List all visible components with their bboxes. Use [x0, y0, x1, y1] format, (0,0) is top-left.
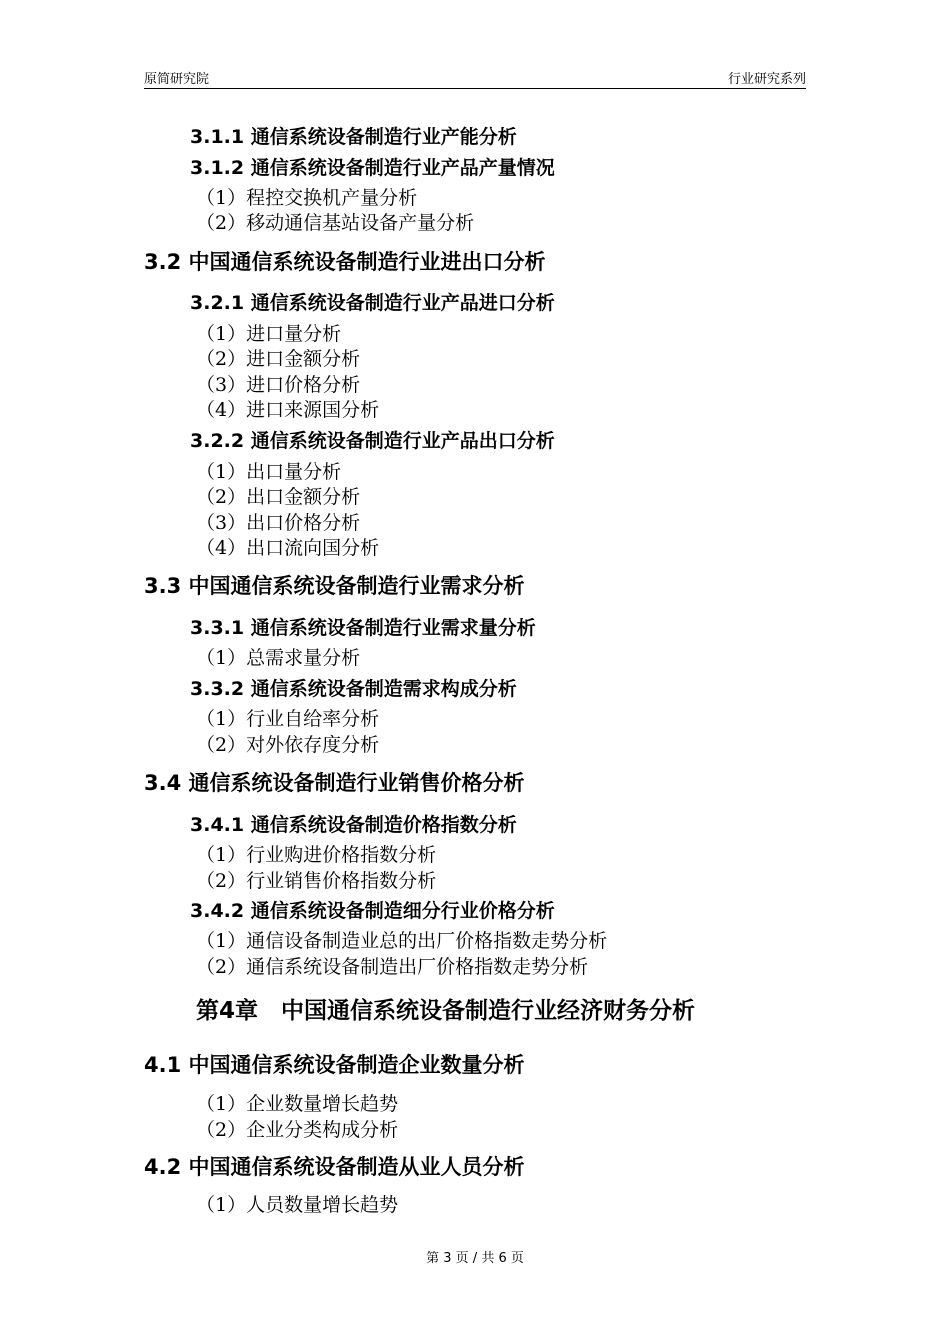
toc-section: 3.4 通信系统设备制造行业销售价格分析 — [144, 771, 525, 795]
toc-item: （2）出口金额分析 — [196, 486, 361, 508]
toc-subsection: 3.3.2 通信系统设备制造需求构成分析 — [190, 678, 517, 700]
header-org: 原简研究院 — [144, 72, 210, 87]
toc-item: （4）出口流向国分析 — [196, 537, 380, 559]
toc-section: 3.2 中国通信系统设备制造行业进出口分析 — [144, 250, 546, 274]
toc-item: （1）人员数量增长趋势 — [196, 1194, 399, 1216]
toc-subsection: 3.2.2 通信系统设备制造行业产品出口分析 — [190, 430, 555, 452]
toc-subsection: 3.4.1 通信系统设备制造价格指数分析 — [190, 814, 517, 836]
toc-chapter: 第4章 中国通信系统设备制造行业经济财务分析 — [196, 998, 696, 1024]
toc-item: （2）通信系统设备制造出厂价格指数走势分析 — [196, 956, 589, 978]
toc-item: （3）进口价格分析 — [196, 374, 361, 396]
toc-subsection: 3.2.1 通信系统设备制造行业产品进口分析 — [190, 292, 555, 314]
toc-item: （4）进口来源国分析 — [196, 399, 380, 421]
toc-subsection: 3.3.1 通信系统设备制造行业需求量分析 — [190, 617, 536, 639]
page-header — [144, 66, 806, 89]
toc-item: （2）移动通信基站设备产量分析 — [196, 212, 475, 234]
toc-item: （2）行业销售价格指数分析 — [196, 870, 437, 892]
toc-item: （2）对外依存度分析 — [196, 734, 380, 756]
toc-item: （1）行业购进价格指数分析 — [196, 844, 437, 866]
toc-item: （1）通信设备制造业总的出厂价格指数走势分析 — [196, 930, 608, 952]
toc-item: （1）程控交换机产量分析 — [196, 187, 418, 209]
toc-item: （1）进口量分析 — [196, 323, 342, 345]
toc-item: （1）企业数量增长趋势 — [196, 1093, 399, 1115]
toc-item: （1）行业自给率分析 — [196, 708, 380, 730]
toc-subsection: 3.4.2 通信系统设备制造细分行业价格分析 — [190, 900, 555, 922]
toc-item: （2）企业分类构成分析 — [196, 1119, 399, 1141]
toc-section: 4.2 中国通信系统设备制造从业人员分析 — [144, 1155, 525, 1179]
header-series: 行业研究系列 — [727, 72, 806, 87]
toc-item: （3）出口价格分析 — [196, 512, 361, 534]
toc-item: （1）总需求量分析 — [196, 647, 361, 669]
toc-section: 3.3 中国通信系统设备制造行业需求分析 — [144, 574, 525, 598]
page-footer: 第 3 页 / 共 6 页 — [426, 1251, 524, 1266]
toc-section: 4.1 中国通信系统设备制造企业数量分析 — [144, 1053, 525, 1077]
toc-subsection: 3.1.2 通信系统设备制造行业产品产量情况 — [190, 157, 555, 179]
toc-item: （2）进口金额分析 — [196, 348, 361, 370]
toc-item: （1）出口量分析 — [196, 461, 342, 483]
toc-subsection: 3.1.1 通信系统设备制造行业产能分析 — [190, 126, 517, 148]
